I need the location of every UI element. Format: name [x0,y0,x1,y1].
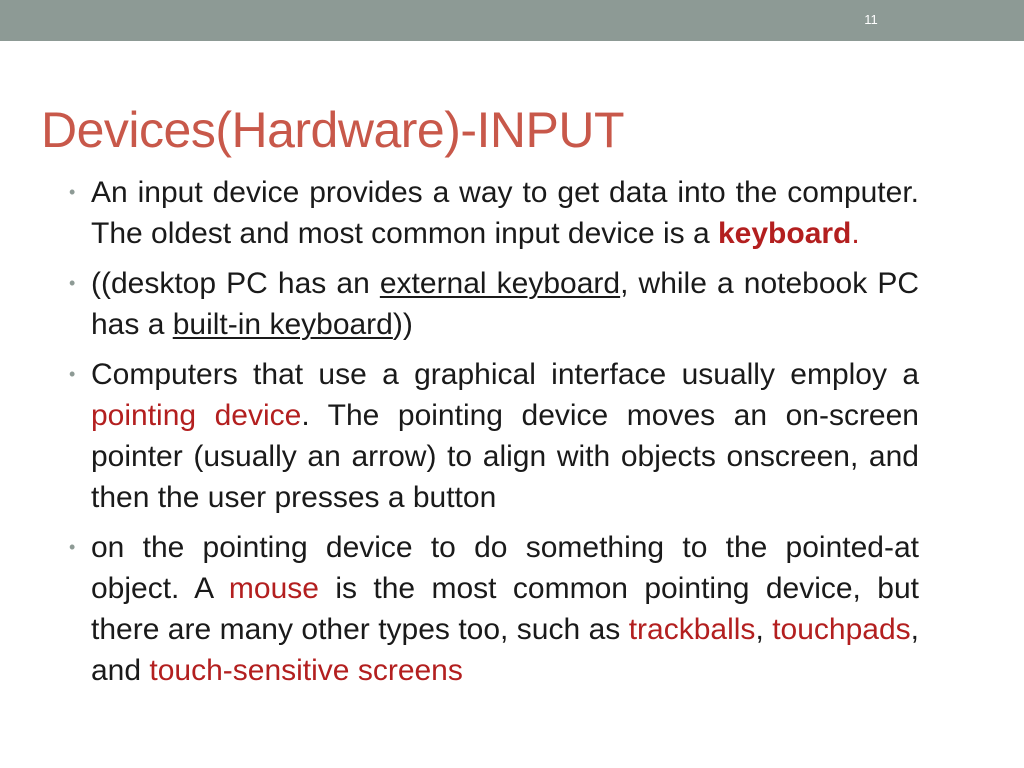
bullet-item [69,263,919,345]
bullet-text: )) [392,308,413,341]
slide-number: 11 [864,12,878,27]
bullet-text: is the most common pointing device, but there are many other types too, such as [91,572,919,646]
highlight-trackballs: trackballs [628,613,756,646]
bullet-dot-icon: • [69,537,76,557]
highlight-pointing-device: pointing device [91,399,302,432]
bullet-item [69,527,919,691]
bullet-item [69,172,919,254]
bullet-text: on the pointing device to do something to the pointed-at object. A [91,531,919,605]
highlight-keyboard: keyboard [717,217,852,250]
header-bar [0,0,1024,41]
bullet-text: . [851,217,860,250]
bullet-dot-icon: • [69,364,76,384]
bullet-list [69,172,919,700]
bullet-dot-icon: • [69,182,76,202]
slide-title: Devices(Hardware)-INPUT [41,102,625,158]
bullet-dot-icon: • [69,273,76,293]
bullet-text: ((desktop PC has an [91,267,380,300]
highlight-touchpads: touchpads [772,613,911,646]
highlight-mouse: mouse [228,572,319,605]
bullet-text: , while a notebook PC has a [91,267,919,341]
bullet-text: , [755,613,773,646]
bullet-text: Computers that use a graphical interface usually employ a [91,358,919,391]
underlined-external-keyboard: external keyboard [379,267,621,300]
bullet-text: An input device provides a way to get data into the computer. The oldest and most common input device is a [91,176,919,250]
highlight-touch-sensitive-screens: touch-sensitive screens [149,654,463,687]
underlined-built-in-keyboard: built-in keyboard [172,308,393,341]
bullet-text: . The pointing device moves an on-screen pointer (usually an arrow) to align with objects onscreen, and then the user presses a button [91,399,919,514]
bullet-item [69,354,919,518]
bullet-text: , and [91,613,919,687]
